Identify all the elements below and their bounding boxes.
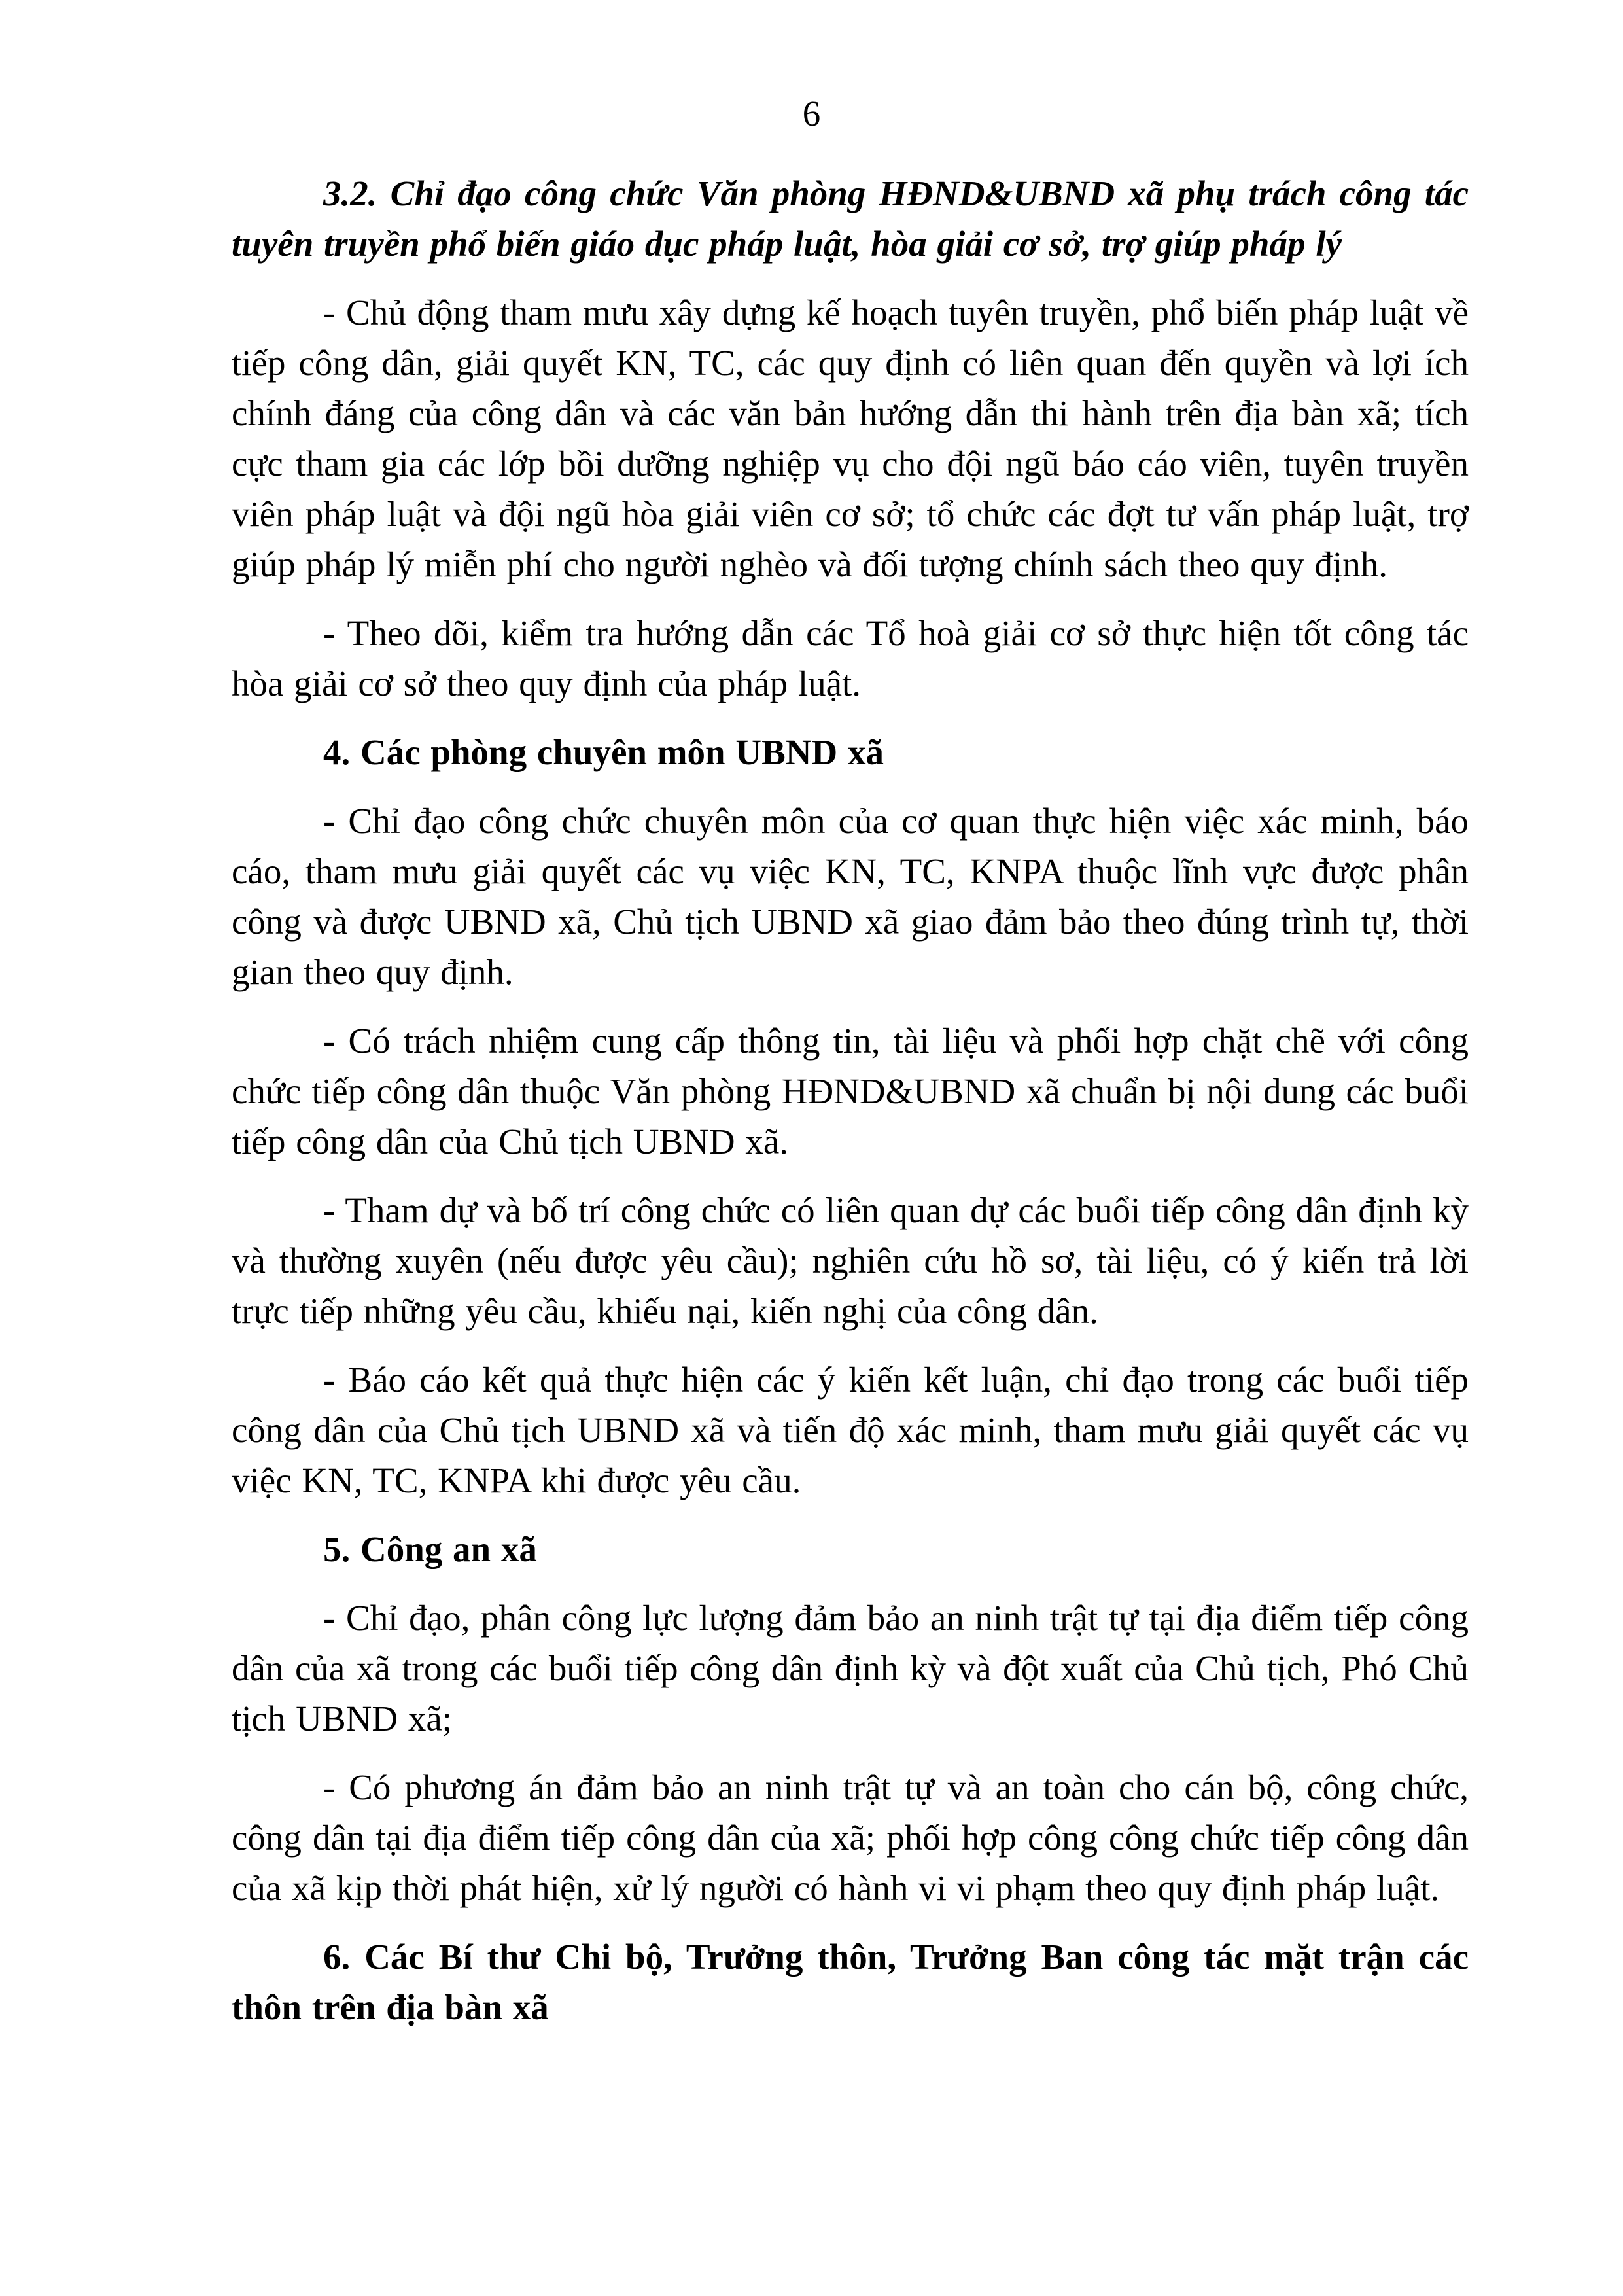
document-content xyxy=(232,168,1469,2032)
page-number: 6 xyxy=(802,94,821,133)
section-heading-5: 5. Công an xã xyxy=(323,1529,537,1569)
paragraph-attendance-reception: - Tham dự và bố trí công chức có liên quan dự các buổi tiếp công dân định kỳ và thường xuyên (nếu được yêu cầu); nghiên cứu hồ sơ, tài liệu, có ý kiến trả lời trực tiếp những yêu cầu, khiếu nại, kiến nghị của công dân. xyxy=(232,1190,1469,1331)
paragraph-security-plan: - Có phương án đảm bảo an ninh trật tự và an toàn cho cán bộ, công chức, công dân tại địa điểm tiếp công dân của xã; phối hợp công công chức tiếp công dân của xã kịp thời phát hiện, xử lý người có hành vi vi phạm theo quy định pháp luật. xyxy=(232,1767,1469,1908)
paragraph-mediation-monitoring: - Theo dõi, kiểm tra hướng dẫn các Tổ hoà giải cơ sở thực hiện tốt công tác hòa giải cơ sở theo quy định của pháp luật. xyxy=(232,613,1469,703)
paragraph-result-reporting: - Báo cáo kết quả thực hiện các ý kiến kết luận, chỉ đạo trong các buổi tiếp công dân của Chủ tịch UBND xã và tiến độ xác minh, tham mưu giải quyết các vụ việc KN, TC, KNPA khi được yêu cầu. xyxy=(232,1360,1469,1500)
paragraph-propaganda-plan: - Chủ động tham mưu xây dựng kế hoạch tuyên truyền, phổ biến pháp luật về tiếp công dân, giải quyết KN, TC, các quy định có liên quan đến quyền và lợi ích chính đáng của công dân và các văn bản hướng dẫn thi hành trên địa bàn xã; tích cực tham gia các lớp bồi dưỡng nghiệp vụ cho đội ngũ báo cáo viên, tuyên truyền viên pháp luật và đội ngũ hòa giải viên cơ sở; tổ chức các đợt tư vấn pháp luật, trợ giúp pháp lý miễn phí cho người nghèo và đối tượng chính sách theo quy định. xyxy=(232,292,1469,584)
paragraph-security-assignment: - Chỉ đạo, phân công lực lượng đảm bảo an ninh trật tự tại địa điểm tiếp công dân của xã trong các buổi tiếp công dân định kỳ và đột xuất của Chủ tịch, Phó Chủ tịch UBND xã; xyxy=(232,1598,1469,1739)
paragraph-information-provision: - Có trách nhiệm cung cấp thông tin, tài liệu và phối hợp chặt chẽ với công chức tiếp công dân thuộc Văn phòng HĐND&UBND xã chuẩn bị nội dung các buổi tiếp công dân của Chủ tịch UBND xã. xyxy=(232,1021,1469,1161)
paragraph-specialist-direction: - Chỉ đạo công chức chuyên môn của cơ quan thực hiện việc xác minh, báo cáo, tham mưu giải quyết các vụ việc KN, TC, KNPA thuộc lĩnh vực được phân công và được UBND xã, Chủ tịch UBND xã giao đảm bảo theo đúng trình tự, thời gian theo quy định. xyxy=(232,801,1469,992)
section-heading-4: 4. Các phòng chuyên môn UBND xã xyxy=(323,732,884,772)
section-heading-3-2: 3.2. Chỉ đạo công chức Văn phòng HĐND&UBND xã phụ trách công tác tuyên truyền phổ biến giáo dục pháp luật, hòa giải cơ sở, trợ giúp pháp lý xyxy=(232,173,1469,264)
section-heading-6: 6. Các Bí thư Chi bộ, Trưởng thôn, Trưởng Ban công tác mặt trận các thôn trên địa bàn xã xyxy=(232,1937,1469,2027)
